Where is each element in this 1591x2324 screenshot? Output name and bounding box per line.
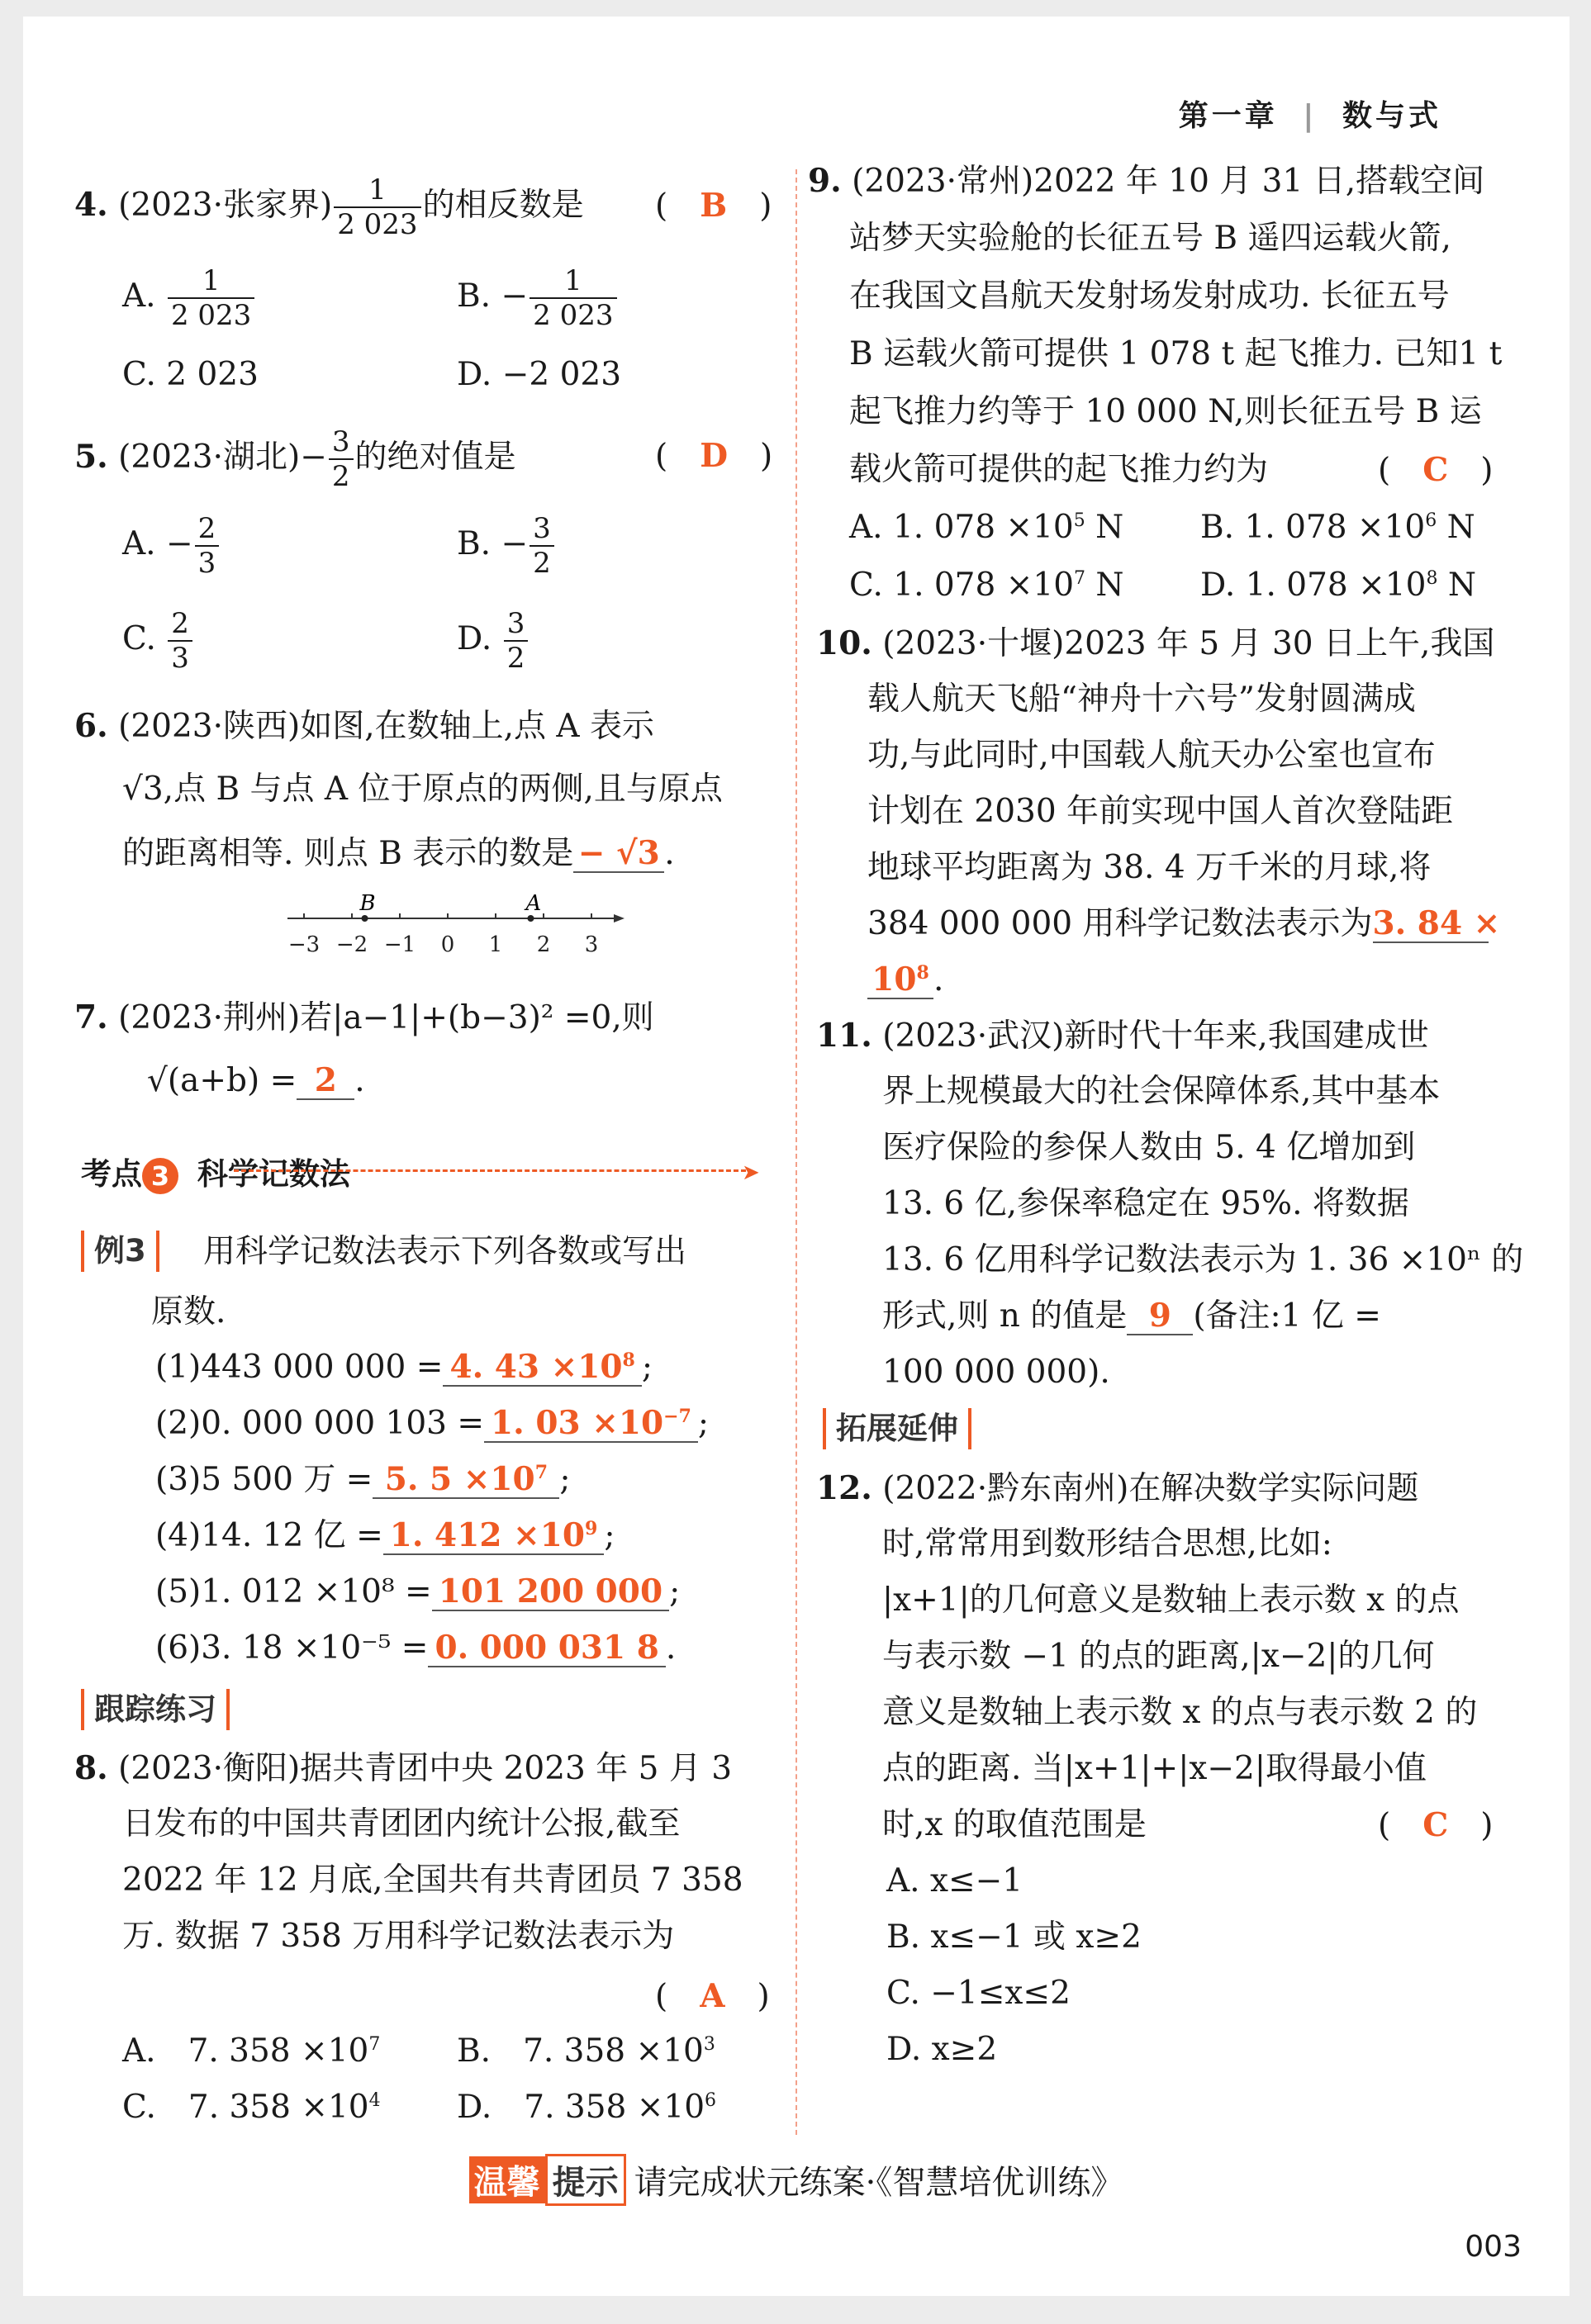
- column-divider: [796, 169, 797, 2135]
- li3-item-answer: [484, 1405, 698, 1443]
- q10-line6: [867, 904, 1501, 944]
- q4-option-a: [122, 264, 256, 332]
- q8-opt-b-label: B.: [457, 2032, 492, 2070]
- q8-line1: [74, 1748, 732, 1789]
- q4-opt-a-label: A.: [122, 277, 156, 315]
- q6-line2: [122, 770, 723, 809]
- q8-option-d: [457, 2088, 716, 2127]
- q8-opt-d-base: 7. 358 ×10: [524, 2089, 705, 2126]
- q12-line7: 时,x 的取值范围是: [882, 1806, 1147, 1843]
- q9-line3: 在我国文昌航天发射场发射成功. 长征五号: [849, 277, 1450, 315]
- q5-opt-d-label: D.: [457, 620, 492, 657]
- q10-line7: [867, 960, 943, 1000]
- q12-option-b: B. x≤−1 或 x≥2: [886, 1918, 1142, 1956]
- q4-option-d: [457, 355, 621, 395]
- q4-opt-b-label: B.: [457, 277, 492, 315]
- q9-opt-d-base: 1. 078 ×10: [1245, 567, 1427, 604]
- q9-opt-b-exp: 6: [1425, 510, 1437, 531]
- q5-opt-b-den: 2: [533, 547, 551, 580]
- q9-option-c: [849, 566, 1124, 605]
- li3-item-question: (4)14. 12 亿 =: [155, 1517, 383, 1554]
- li3-item-answer-exp: 8: [622, 1349, 635, 1371]
- q9-line1-text: (2023·常州)2022 年 10 月 31 日,搭载空间: [852, 163, 1485, 200]
- q12-answer-paren: ( C ): [1378, 1806, 1494, 1844]
- li3-item: [155, 1460, 571, 1500]
- q8-line4: 万. 数据 7 358 万用科学记数法表示为: [122, 1918, 675, 1955]
- q10-answer-part2: [867, 961, 933, 999]
- q9-option-d: [1200, 566, 1476, 605]
- footer-badge-2: 提示: [545, 2154, 626, 2206]
- q8-opt-a-base: 7. 358 ×10: [188, 2032, 369, 2070]
- li3-item-answer: [373, 1461, 559, 1499]
- kaodian-heading: [81, 1155, 350, 1194]
- li3-item-answer-base: 1. 03 ×10: [491, 1404, 664, 1442]
- li3-line2: 原数.: [151, 1293, 226, 1330]
- q9-opt-d-unit: N: [1447, 567, 1476, 604]
- li3-item-answer-base: 101 200 000: [438, 1572, 663, 1610]
- q7-line1: [74, 998, 654, 1038]
- li3-item: [155, 1404, 709, 1444]
- li3-item-question: (5)1. 012 ×10⁸ =: [155, 1573, 432, 1610]
- q8-line3: 2022 年 12 月底,全国共有共青团员 7 358: [122, 1862, 743, 1899]
- q4-opt-b-num: 1: [530, 264, 616, 299]
- q12-option-a: A. x≤−1: [886, 1862, 1023, 1900]
- q9-opt-d-label: D.: [1200, 567, 1236, 604]
- point-label: B: [359, 892, 376, 916]
- q10-number: 10.: [816, 624, 872, 662]
- q4-opt-d-label: D.: [457, 356, 492, 393]
- footer-tip: [23, 2154, 1570, 2206]
- li3-item-answer: [443, 1349, 641, 1387]
- li3-item: [155, 1348, 653, 1387]
- q4-opt-d-text: −2 023: [501, 356, 622, 393]
- li3-item-answer-base: 1. 412 ×10: [389, 1516, 585, 1554]
- q9-line4: B 运载火箭可提供 1 078 t 起飞推力. 已知1 t: [849, 335, 1503, 372]
- q5-stem: [74, 425, 516, 493]
- q5-opt-b-num: 3: [530, 512, 554, 547]
- q5-number: 5.: [74, 438, 108, 476]
- q9-line2: 站梦天实验舱的长征五号 B 遥四运载火箭,: [849, 220, 1451, 257]
- li3-item-end: .: [665, 1629, 677, 1667]
- q5-opt-c-num: 2: [168, 607, 192, 642]
- q5-opt-d-num: 3: [504, 607, 529, 642]
- q4-option-b: [457, 264, 619, 332]
- q9-line6: 载火箭可提供的起飞推力约为: [849, 451, 1269, 488]
- q8-opt-d-label: D.: [457, 2089, 492, 2126]
- header-separator: |: [1303, 99, 1318, 133]
- point-b: [362, 915, 368, 922]
- li3-item-answer: [428, 1629, 665, 1667]
- q12-option-d: D. x≥2: [886, 2031, 998, 2068]
- q11-line4: 13. 6 亿,参保率稳定在 95%. 将数据: [882, 1185, 1409, 1222]
- q8-line2: 日发布的中国共青团团内统计公报,截至: [122, 1805, 681, 1843]
- q12-line2: 时,常常用到数形结合思想,比如:: [882, 1525, 1332, 1563]
- q12-line3: |x+1|的几何意义是数轴上表示数 x 的点: [882, 1582, 1460, 1619]
- q6-line1: [74, 706, 654, 747]
- q10-line3: 功,与此同时,中国载人航天办公室也宣布: [867, 737, 1436, 774]
- q9-number: 9.: [808, 162, 842, 200]
- q6-number: 6.: [74, 707, 108, 745]
- q4-fraction: [334, 173, 420, 241]
- q5-option-a: [122, 512, 221, 580]
- q7-end: .: [354, 1062, 365, 1099]
- page-number: 003: [1465, 2230, 1522, 2264]
- q6-end: .: [664, 835, 675, 872]
- q8-opt-c-label: C.: [122, 2089, 156, 2126]
- q6-line3: [122, 834, 675, 874]
- q8-opt-a-label: A.: [122, 2032, 156, 2070]
- q9-opt-c-label: C.: [849, 567, 883, 604]
- q4-opt-a-num: 1: [168, 264, 254, 299]
- q4-source: (2023·张家界): [118, 187, 333, 224]
- li3-item-end: ;: [697, 1405, 710, 1442]
- axis-tick-label: 0: [440, 932, 455, 957]
- q5-opt-a-sign: −: [165, 525, 193, 562]
- q6-answer: − √3: [573, 835, 664, 873]
- q9-opt-c-base: 1. 078 ×10: [893, 567, 1075, 604]
- q11-line1: [816, 1016, 1429, 1056]
- q7-line2: [147, 1061, 365, 1101]
- axis-tick-label: 1: [488, 932, 503, 957]
- q4-answer-paren: ( B ): [655, 187, 772, 225]
- axis-tick-label: 3: [584, 932, 599, 957]
- li3-item-question: (1)443 000 000 =: [155, 1349, 444, 1386]
- kaodian-title: 科学记数法: [197, 1156, 350, 1192]
- q4-number: 4.: [74, 186, 108, 224]
- point-a: [527, 915, 534, 922]
- q8-opt-c-exp: 4: [368, 2090, 381, 2111]
- q10-line6-text: 384 000 000 用科学记数法表示为: [867, 905, 1373, 942]
- q9-opt-b-unit: N: [1446, 509, 1475, 546]
- q5-frac-den: 2: [331, 460, 350, 493]
- q8-answer: A: [700, 1977, 725, 2015]
- footer-text: 请完成状元练案·《智慧培优训练》: [634, 2164, 1124, 2202]
- q12-option-c: C. −1≤x≤2: [886, 1975, 1071, 2012]
- li3-item-question: (3)5 500 万 =: [155, 1461, 373, 1498]
- q8-option-c: [122, 2088, 381, 2127]
- q9-opt-b-base: 1. 078 ×10: [1244, 509, 1426, 546]
- li3-item: [155, 1516, 615, 1556]
- q5-opt-c-den: 3: [171, 642, 189, 675]
- q12-line6: 点的距离. 当|x+1|+|x−2|取得最小值: [882, 1750, 1427, 1787]
- q5-opt-d-den: 2: [506, 642, 525, 675]
- kaodian-label: 考点: [81, 1156, 142, 1192]
- axis-tick-label: 2: [536, 932, 551, 957]
- q5-answer: D: [700, 437, 729, 475]
- li3-item: [155, 1572, 680, 1612]
- q9-option-b: [1200, 508, 1475, 548]
- q12-line1-text: (2022·黔东南州)在解决数学实际问题: [882, 1470, 1419, 1507]
- q4-opt-b-den: 2 023: [533, 299, 614, 332]
- q8-opt-d-exp: 6: [705, 2090, 717, 2111]
- q9-option-a: [849, 508, 1123, 548]
- axis-arrow-icon: [614, 914, 625, 922]
- q4-opt-a-den: 2 023: [170, 299, 252, 332]
- tuozhan-tag: 拓展延伸: [823, 1408, 971, 1449]
- q5-fraction: [329, 425, 354, 493]
- chapter-label: 第一章: [1178, 99, 1278, 133]
- q9-answer-paren: ( C ): [1378, 451, 1494, 489]
- li3-item-question: (6)3. 18 ×10⁻⁵ =: [155, 1629, 429, 1667]
- li3-item: [155, 1629, 676, 1668]
- li3-item-end: ;: [641, 1349, 653, 1386]
- q5-opt-a-den: 3: [197, 547, 216, 580]
- q12-line5: 意义是数轴上表示数 x 的点与表示数 2 的: [882, 1694, 1478, 1731]
- li3-item-end: ;: [669, 1573, 681, 1610]
- q5-sign: −: [300, 439, 327, 476]
- q10-answer-base: 10: [871, 960, 917, 998]
- q10-line1-text: (2023·十堰)2023 年 5 月 30 日上午,我国: [882, 625, 1495, 662]
- q8-opt-b-exp: 3: [703, 2034, 715, 2055]
- q5-text: 的绝对值是: [354, 439, 516, 476]
- page: [23, 17, 1570, 2296]
- q7-line1-text: (2023·荆州)若|a−1|+(b−3)² =0,则: [118, 999, 654, 1036]
- q11-line6-note: (备注:1 亿 =: [1193, 1297, 1381, 1335]
- li3-item-end: ;: [559, 1461, 571, 1498]
- q4-text: 的相反数是: [422, 187, 584, 224]
- q5-source: (2023·湖北): [118, 439, 301, 476]
- q10-line4: 计划在 2030 年前实现中国人首次登陆距: [867, 793, 1454, 830]
- q4-option-c: [122, 355, 259, 395]
- li3-tag: 例3: [81, 1231, 159, 1272]
- q11-line5: 13. 6 亿用科学记数法表示为 1. 36 ×10ⁿ 的: [882, 1241, 1524, 1278]
- point-label: A: [525, 892, 542, 916]
- q5-option-c: [122, 607, 194, 675]
- q9-opt-a-label: A.: [849, 509, 883, 546]
- li3-item-answer-exp: 9: [585, 1518, 598, 1539]
- q11-line2: 界上规模最大的社会保障体系,其中基本: [882, 1073, 1441, 1110]
- q8-opt-a-exp: 7: [368, 2034, 381, 2055]
- q9-answer: C: [1422, 451, 1449, 489]
- q5-option-d: [457, 607, 530, 675]
- q5-frac-num: 3: [329, 425, 354, 460]
- q10-line5: 地球平均距离为 38. 4 万千米的月球,将: [867, 849, 1432, 886]
- chapter-header: [1179, 92, 1441, 135]
- q8-number: 8.: [74, 1749, 108, 1787]
- q6-line2-text: ,点 B 与点 A 位于原点的两侧,且与原点: [163, 771, 723, 808]
- q12-answer: C: [1422, 1806, 1449, 1844]
- q5-opt-b-label: B.: [457, 525, 492, 562]
- q8-line1-text: (2023·衡阳)据共青团中央 2023 年 5 月 3: [118, 1750, 733, 1787]
- q12-line4: 与表示数 −1 的点的距离,|x−2|的几何: [882, 1638, 1435, 1675]
- li3-item-answer-exp: 7: [534, 1462, 549, 1483]
- li3-item-answer: [383, 1517, 605, 1555]
- axis-tick-label: −2: [335, 932, 368, 957]
- q5-opt-b-sign: −: [501, 525, 529, 562]
- q9-opt-c-unit: N: [1095, 567, 1124, 604]
- q10-end: .: [933, 961, 944, 998]
- q6-line3-text: 的距离相等. 则点 B 表示的数是: [122, 835, 574, 872]
- q5-opt-a-label: A.: [122, 525, 156, 562]
- q5-opt-a-num: 2: [195, 512, 220, 547]
- q6-number-line: [271, 892, 634, 966]
- q7-line2-text: √(a+b) =: [147, 1062, 297, 1099]
- footer-badge-1: 温馨: [469, 2156, 545, 2203]
- q7-number: 7.: [74, 998, 108, 1036]
- q9-line1: [808, 161, 1484, 202]
- q9-line5: 起飞推力约等于 10 000 N,则长征五号 B 运: [849, 393, 1482, 430]
- axis-tick-label: −3: [287, 932, 321, 957]
- q4-opt-c-label: C.: [122, 356, 156, 393]
- kaodian-badge: 3: [142, 1158, 178, 1194]
- q8-opt-b-base: 7. 358 ×10: [523, 2032, 704, 2070]
- q5-option-b: [457, 512, 556, 580]
- q11-line3: 医疗保险的参保人数由 5. 4 亿增加到: [882, 1129, 1416, 1166]
- q6-sqrt3: √3: [122, 771, 164, 808]
- q9-opt-a-unit: N: [1095, 509, 1124, 546]
- q8-option-a: [122, 2032, 380, 2071]
- q6-line1-text: (2023·陕西)如图,在数轴上,点 A 表示: [118, 708, 654, 745]
- q4-frac-num: 1: [334, 173, 420, 208]
- q4-opt-b-sign: −: [501, 277, 529, 315]
- q4-opt-c-text: 2 023: [166, 356, 259, 393]
- q11-line6-text: 形式,则 n 的值是: [882, 1297, 1128, 1335]
- q11-line7: 100 000 000).: [882, 1354, 1110, 1391]
- q9-opt-b-label: B.: [1200, 509, 1235, 546]
- li3-item-answer-base: 4. 43 ×10: [449, 1348, 623, 1386]
- q5-answer-paren: ( D ): [655, 437, 773, 475]
- q11-answer: 9: [1127, 1297, 1193, 1335]
- q8-option-b: [457, 2032, 715, 2071]
- q12-line1: [816, 1468, 1418, 1509]
- q10-line1: [816, 624, 1494, 664]
- q10-answer-exp: 8: [916, 962, 929, 984]
- q8-opt-c-base: 7. 358 ×10: [188, 2089, 369, 2126]
- genzong-tag: 跟踪练习: [81, 1689, 230, 1730]
- li3-item-question: (2)0. 000 000 103 =: [155, 1405, 485, 1442]
- q5-opt-c-label: C.: [122, 620, 156, 657]
- q4-frac-den: 2 023: [337, 208, 418, 241]
- q12-number: 12.: [816, 1469, 872, 1507]
- li3-item-end: ;: [604, 1517, 615, 1554]
- q11-line6: [882, 1297, 1381, 1336]
- q4-stem: [74, 173, 584, 241]
- section-label: 数与式: [1342, 99, 1441, 133]
- q10-answer-part1: 3. 84 ×: [1372, 904, 1501, 942]
- q9-opt-a-exp: 5: [1073, 510, 1085, 531]
- arrow-right-icon: ➤: [742, 1160, 760, 1185]
- li3-line1: 用科学记数法表示下列各数或写出: [203, 1233, 687, 1270]
- li3-item-answer-exp: −7: [663, 1406, 691, 1427]
- q8-answer-paren: ( A ): [655, 1977, 770, 2015]
- li3-item-answer-base: 0. 000 031 8: [435, 1629, 659, 1667]
- li3-item-answer: [432, 1573, 669, 1611]
- kaodian-dashed-line: [234, 1169, 746, 1172]
- q11-line1-text: (2023·武汉)新时代十年来,我国建成世: [882, 1017, 1429, 1055]
- axis-tick-label: −1: [383, 932, 416, 957]
- q11-number: 11.: [816, 1017, 872, 1055]
- q9-opt-a-base: 1. 078 ×10: [892, 509, 1074, 546]
- q7-answer: 2: [297, 1062, 354, 1100]
- q9-opt-c-exp: 7: [1074, 568, 1086, 589]
- li3-item-answer-base: 5. 5 ×10: [384, 1460, 535, 1498]
- q4-answer: B: [700, 187, 728, 225]
- q10-line2: 载人航天飞船“神舟十六号”发射圆满成: [867, 681, 1416, 718]
- q9-opt-d-exp: 8: [1426, 568, 1438, 589]
